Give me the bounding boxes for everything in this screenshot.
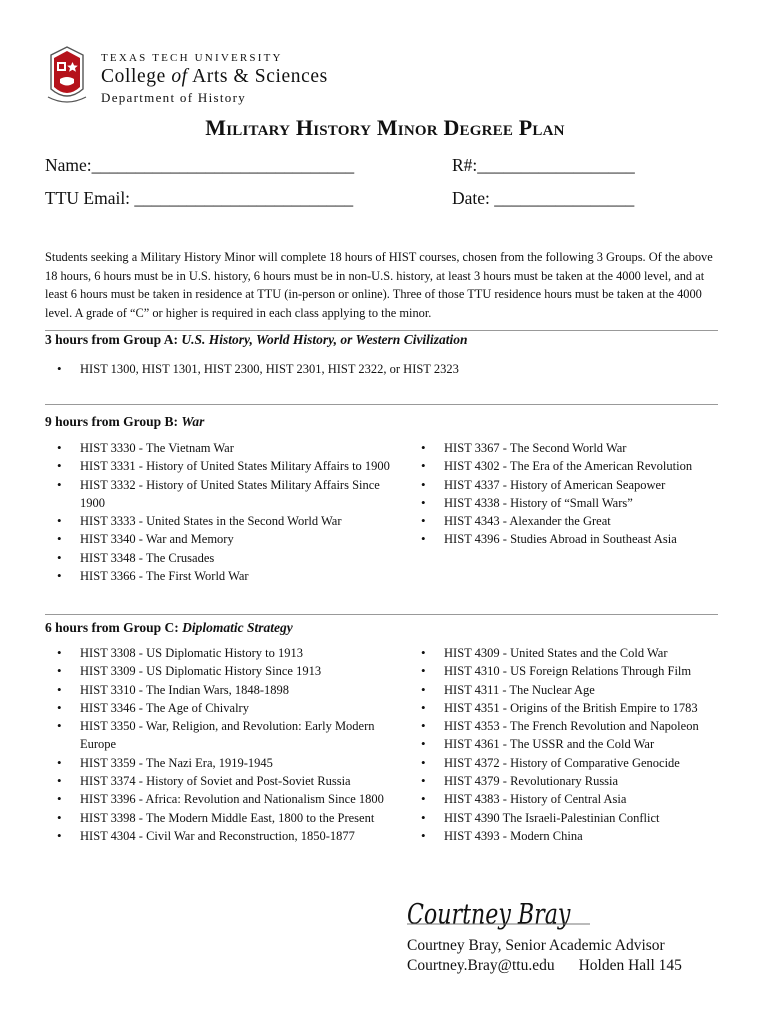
group-a-heading: 3 hours from Group A: U.S. History, World History, or Western Civilization (45, 332, 468, 347)
college-name: College of Arts & Sciences (101, 66, 328, 87)
course-item: • HIST 3367 - The Second World War (409, 439, 729, 457)
group-b-right-list (409, 439, 729, 549)
group-c-heading: 6 hours from Group C: Diplomatic Strategy (45, 620, 293, 635)
rnum-field[interactable]: R#:__________________ (452, 155, 635, 175)
course-item: • HIST 4309 - United States and the Cold War (409, 644, 729, 662)
course-item: • HIST 3332 - History of United States Military Affairs Since 1900 (45, 476, 390, 513)
course-item: • HIST 1300, HIST 1301, HIST 2300, HIST 2301, HIST 2322, or HIST 2323 (45, 360, 705, 378)
course-item: • HIST 4343 - Alexander the Great (409, 512, 729, 530)
group-c-right-list (409, 644, 729, 845)
course-item: • HIST 3396 - Africa: Revolution and Nationalism Since 1800 (45, 790, 400, 808)
advisor-block (407, 936, 682, 976)
email-field[interactable]: TTU Email: _________________________ (45, 188, 354, 208)
course-item: • HIST 4393 - Modern China (409, 827, 729, 845)
course-item: • HIST 4337 - History of American Seapower (409, 476, 729, 494)
divider (45, 614, 718, 615)
course-item: • HIST 4383 - History of Central Asia (409, 790, 729, 808)
name-field[interactable]: Name:______________________________ (45, 155, 355, 175)
course-item: • HIST 4390 The Israeli-Palestinian Conflict (409, 809, 729, 827)
course-item: • HIST 4338 - History of “Small Wars” (409, 494, 729, 512)
department-name: Department of History (101, 90, 246, 105)
course-item: • HIST 3340 - War and Memory (45, 530, 390, 548)
ttu-seal-logo (45, 45, 89, 105)
university-name: TEXAS TECH UNIVERSITY (101, 52, 283, 64)
course-item: • HIST 3309 - US Diplomatic History Since 1913 (45, 662, 400, 680)
course-item: • HIST 4302 - The Era of the American Revolution (409, 457, 729, 475)
course-item: • HIST 3330 - The Vietnam War (45, 439, 390, 457)
course-item: • HIST 4353 - The French Revolution and Napoleon (409, 717, 729, 735)
course-item: • HIST 3331 - History of United States Military Affairs to 1900 (45, 457, 390, 475)
course-item: • HIST 4311 - The Nuclear Age (409, 681, 729, 699)
course-item: • HIST 4396 - Studies Abroad in Southeast Asia (409, 530, 729, 548)
date-field[interactable]: Date: ________________ (452, 188, 635, 208)
divider (45, 404, 718, 405)
course-item: • HIST 3350 - War, Religion, and Revolution: Early Modern Europe (45, 717, 400, 754)
course-item: • HIST 3308 - US Diplomatic History to 1913 (45, 644, 400, 662)
course-item: • HIST 4372 - History of Comparative Genocide (409, 754, 729, 772)
advisor-office: Holden Hall 145 (578, 957, 682, 974)
advisor-signature (407, 892, 592, 932)
group-c-left-list (45, 644, 400, 845)
course-item: • HIST 3374 - History of Soviet and Post-Soviet Russia (45, 772, 400, 790)
group-a-list (45, 360, 705, 378)
course-item: • HIST 4304 - Civil War and Reconstruction, 1850-1877 (45, 827, 400, 845)
advisor-name: Courtney Bray, Senior Academic Advisor (407, 937, 665, 954)
group-b-left-list (45, 439, 390, 585)
course-item: • HIST 4379 - Revolutionary Russia (409, 772, 729, 790)
svg-text:Courtney Bray: Courtney Bray (407, 896, 571, 931)
divider (45, 330, 718, 331)
course-item: • HIST 3348 - The Crusades (45, 549, 390, 567)
course-item: • HIST 3359 - The Nazi Era, 1919-1945 (45, 754, 400, 772)
course-item: • HIST 4361 - The USSR and the Cold War (409, 735, 729, 753)
course-item: • HIST 3333 - United States in the Second World War (45, 512, 390, 530)
course-item: • HIST 4351 - Origins of the British Empire to 1783 (409, 699, 729, 717)
page-title: Military History Minor Degree Plan (205, 115, 565, 140)
advisor-email[interactable]: Courtney.Bray@ttu.edu (407, 957, 555, 974)
course-item: • HIST 3398 - The Modern Middle East, 1800 to the Present (45, 809, 400, 827)
course-item: • HIST 4310 - US Foreign Relations Through Film (409, 662, 729, 680)
course-item: • HIST 3366 - The First World War (45, 567, 390, 585)
course-item: • HIST 3346 - The Age of Chivalry (45, 699, 400, 717)
course-item: • HIST 3310 - The Indian Wars, 1848-1898 (45, 681, 400, 699)
group-b-heading: 9 hours from Group B: War (45, 414, 205, 429)
intro-paragraph: Students seeking a Military History Minor will complete 18 hours of HIST courses, chosen from the following 3 Groups. Of the above 18 hours, 6 hours must be in U.S. history, 6 hours must be in non-U.S. history, at least 3 hours must be taken at the 4000 level, and at least 6 hours must be taken in residence at TTU (in-person or online). Three of those TTU residence hours must be taken at the 4000 level. A grade of “C” or higher is required in each class applying to the minor. (45, 250, 713, 320)
